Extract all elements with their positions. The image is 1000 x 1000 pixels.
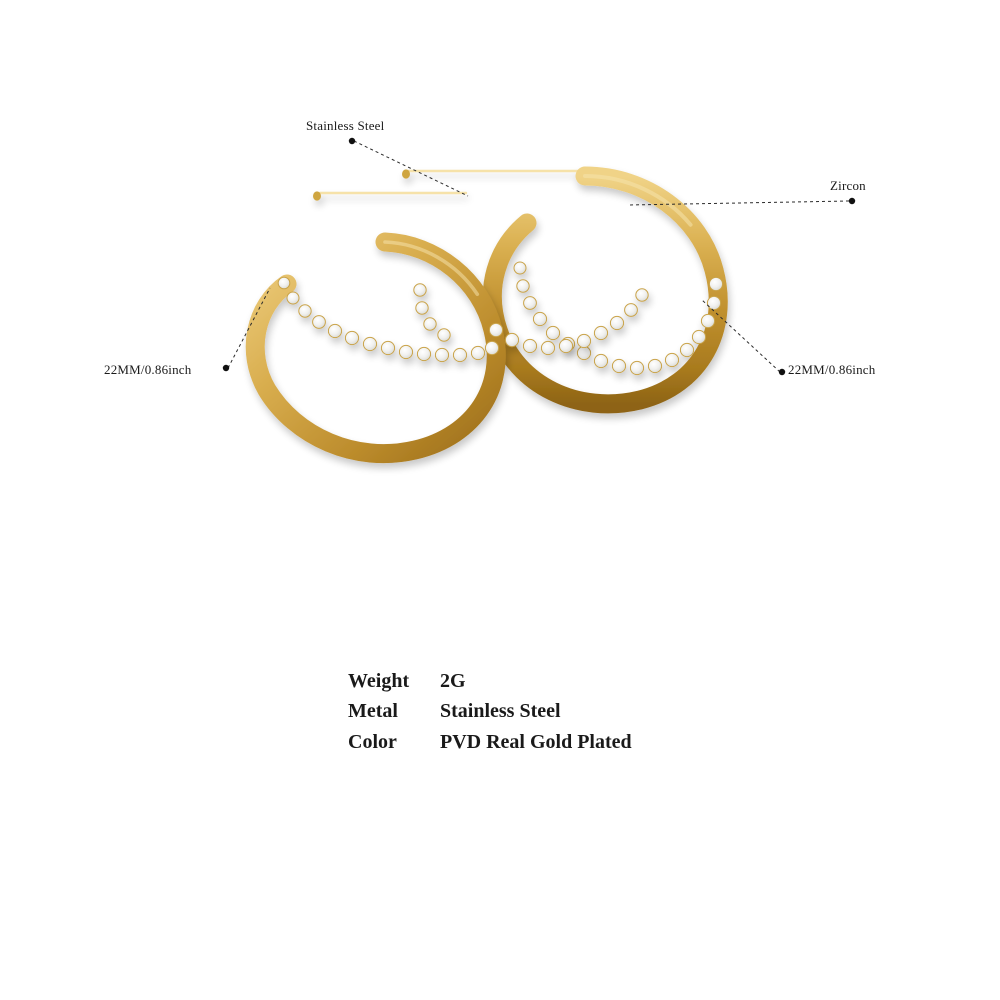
dot-size-right: [779, 369, 785, 375]
spec-value-color: PVD Real Gold Plated: [440, 730, 632, 753]
pave-stones-front: [278, 277, 648, 361]
dot-stainless: [349, 138, 355, 144]
leader-size-right: [702, 300, 780, 372]
spec-table: [348, 668, 632, 759]
spec-key-metal: Metal: [348, 700, 398, 723]
callout-label-size-left: 22MM/0.86inch: [104, 362, 192, 377]
leader-stainless: [354, 141, 468, 196]
dot-size-left: [223, 365, 229, 371]
table-row: [348, 729, 632, 759]
leader-zircon: [628, 201, 849, 205]
spec-key-weight: Weight: [348, 670, 410, 692]
leader-lines: [228, 141, 849, 372]
table-row: [348, 698, 632, 728]
leader-size-left: [228, 288, 270, 368]
earring-front: [255, 191, 648, 453]
table-row: [348, 668, 632, 698]
spec-value-weight: 2G: [440, 670, 466, 692]
spec-key-color: Color: [348, 730, 397, 753]
callout-label-zircon: Zircon: [830, 178, 866, 193]
earring-back: [402, 169, 723, 403]
callout-label-size-right: 22MM/0.86inch: [788, 362, 876, 377]
dot-zircon: [849, 198, 855, 204]
leader-dots: [223, 138, 855, 375]
spec-value-metal: Stainless Steel: [440, 700, 561, 723]
callout-label-stainless-steel: Stainless Steel: [306, 118, 385, 133]
pave-stones-back: [514, 262, 723, 375]
